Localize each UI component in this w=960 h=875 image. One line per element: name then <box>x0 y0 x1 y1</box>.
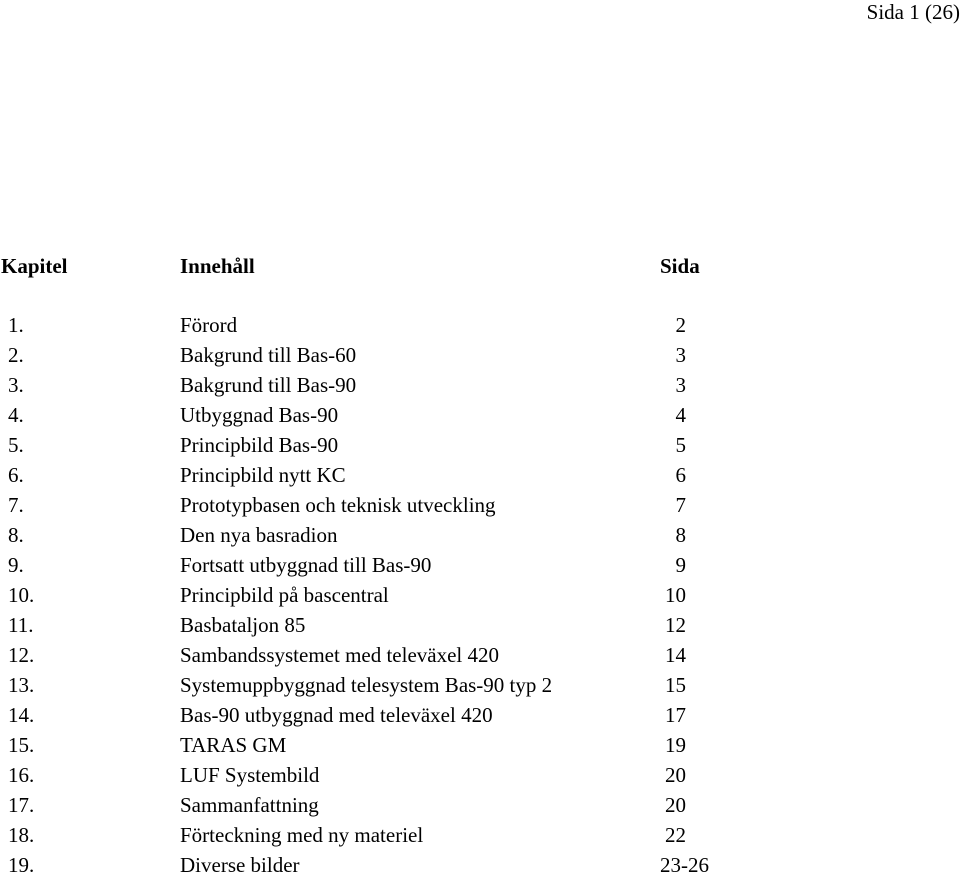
chapter-number: 14. <box>8 703 35 727</box>
chapter-title: Förteckning med ny materiel <box>180 823 424 847</box>
chapter-page: 20 <box>665 763 686 787</box>
chapter-title: Bakgrund till Bas-90 <box>180 373 357 397</box>
toc-row <box>0 552 960 582</box>
chapter-title: LUF Systembild <box>180 763 320 787</box>
chapter-title: Utbyggnad Bas-90 <box>180 403 339 427</box>
chapter-title: Diverse bilder <box>180 853 300 875</box>
toc-header-row <box>0 253 960 283</box>
chapter-title: Förord <box>180 313 238 337</box>
chapter-page: 23-26 <box>660 853 709 875</box>
chapter-number: 7. <box>8 493 24 517</box>
chapter-page: 7 <box>675 493 686 517</box>
chapter-number: 18. <box>8 823 35 847</box>
chapter-page: 14 <box>665 643 686 667</box>
chapter-title: TARAS GM <box>180 733 287 757</box>
toc-row <box>0 372 960 402</box>
chapter-number: 15. <box>8 733 35 757</box>
toc-row <box>0 852 960 875</box>
toc-row <box>0 672 960 702</box>
chapter-title: Fortsatt utbyggnad till Bas-90 <box>180 553 432 577</box>
chapter-number: 16. <box>8 763 35 787</box>
table-of-contents <box>0 253 960 875</box>
chapter-number: 1. <box>8 313 24 337</box>
page-number: Sida 1 (26) <box>866 0 960 24</box>
toc-row <box>0 342 960 372</box>
chapter-number: 11. <box>8 613 34 637</box>
chapter-page: 3 <box>675 373 686 397</box>
header-sida: Sida <box>660 254 700 278</box>
chapter-page: 19 <box>665 733 686 757</box>
chapter-page: 12 <box>665 613 686 637</box>
toc-row <box>0 432 960 462</box>
toc-row <box>0 702 960 732</box>
chapter-title: Sammanfattning <box>180 793 319 817</box>
header-kapitel: Kapitel <box>1 254 68 278</box>
chapter-page: 8 <box>675 523 686 547</box>
chapter-page: 17 <box>665 703 686 727</box>
chapter-title: Basbataljon 85 <box>180 613 306 637</box>
chapter-page: 20 <box>665 793 686 817</box>
chapter-number: 13. <box>8 673 35 697</box>
chapter-title: Systemuppbyggnad telesystem Bas-90 typ 2 <box>180 673 553 697</box>
toc-row <box>0 312 960 342</box>
chapter-number: 19. <box>8 853 35 875</box>
chapter-title: Principbild Bas-90 <box>180 433 339 457</box>
chapter-page: 9 <box>675 553 686 577</box>
chapter-title: Bas-90 utbyggnad med televäxel 420 <box>180 703 493 727</box>
chapter-page: 5 <box>675 433 686 457</box>
chapter-number: 3. <box>8 373 24 397</box>
chapter-number: 17. <box>8 793 35 817</box>
toc-row <box>0 522 960 552</box>
chapter-number: 12. <box>8 643 35 667</box>
toc-row <box>0 402 960 432</box>
chapter-title: Prototypbasen och teknisk utveckling <box>180 493 496 517</box>
header-innehall: Innehåll <box>180 254 255 278</box>
chapter-number: 2. <box>8 343 24 367</box>
toc-rows <box>0 312 960 875</box>
toc-row <box>0 462 960 492</box>
toc-row <box>0 612 960 642</box>
toc-row <box>0 822 960 852</box>
toc-row <box>0 582 960 612</box>
chapter-number: 10. <box>8 583 35 607</box>
chapter-page: 15 <box>665 673 686 697</box>
chapter-page: 4 <box>675 403 686 427</box>
chapter-page: 2 <box>675 313 686 337</box>
chapter-title: Den nya basradion <box>180 523 338 547</box>
chapter-title: Bakgrund till Bas-60 <box>180 343 357 367</box>
chapter-number: 4. <box>8 403 24 427</box>
chapter-page: 3 <box>675 343 686 367</box>
chapter-page: 10 <box>665 583 686 607</box>
toc-row <box>0 732 960 762</box>
chapter-number: 9. <box>8 553 24 577</box>
chapter-title: Principbild på bascentral <box>180 583 389 607</box>
chapter-number: 5. <box>8 433 24 457</box>
chapter-title: Principbild nytt KC <box>180 463 346 487</box>
chapter-page: 6 <box>675 463 686 487</box>
chapter-title: Sambandssystemet med televäxel 420 <box>180 643 500 667</box>
toc-row <box>0 792 960 822</box>
chapter-page: 22 <box>665 823 686 847</box>
chapter-number: 6. <box>8 463 24 487</box>
toc-row <box>0 492 960 522</box>
chapter-number: 8. <box>8 523 24 547</box>
toc-row <box>0 762 960 792</box>
toc-row <box>0 642 960 672</box>
